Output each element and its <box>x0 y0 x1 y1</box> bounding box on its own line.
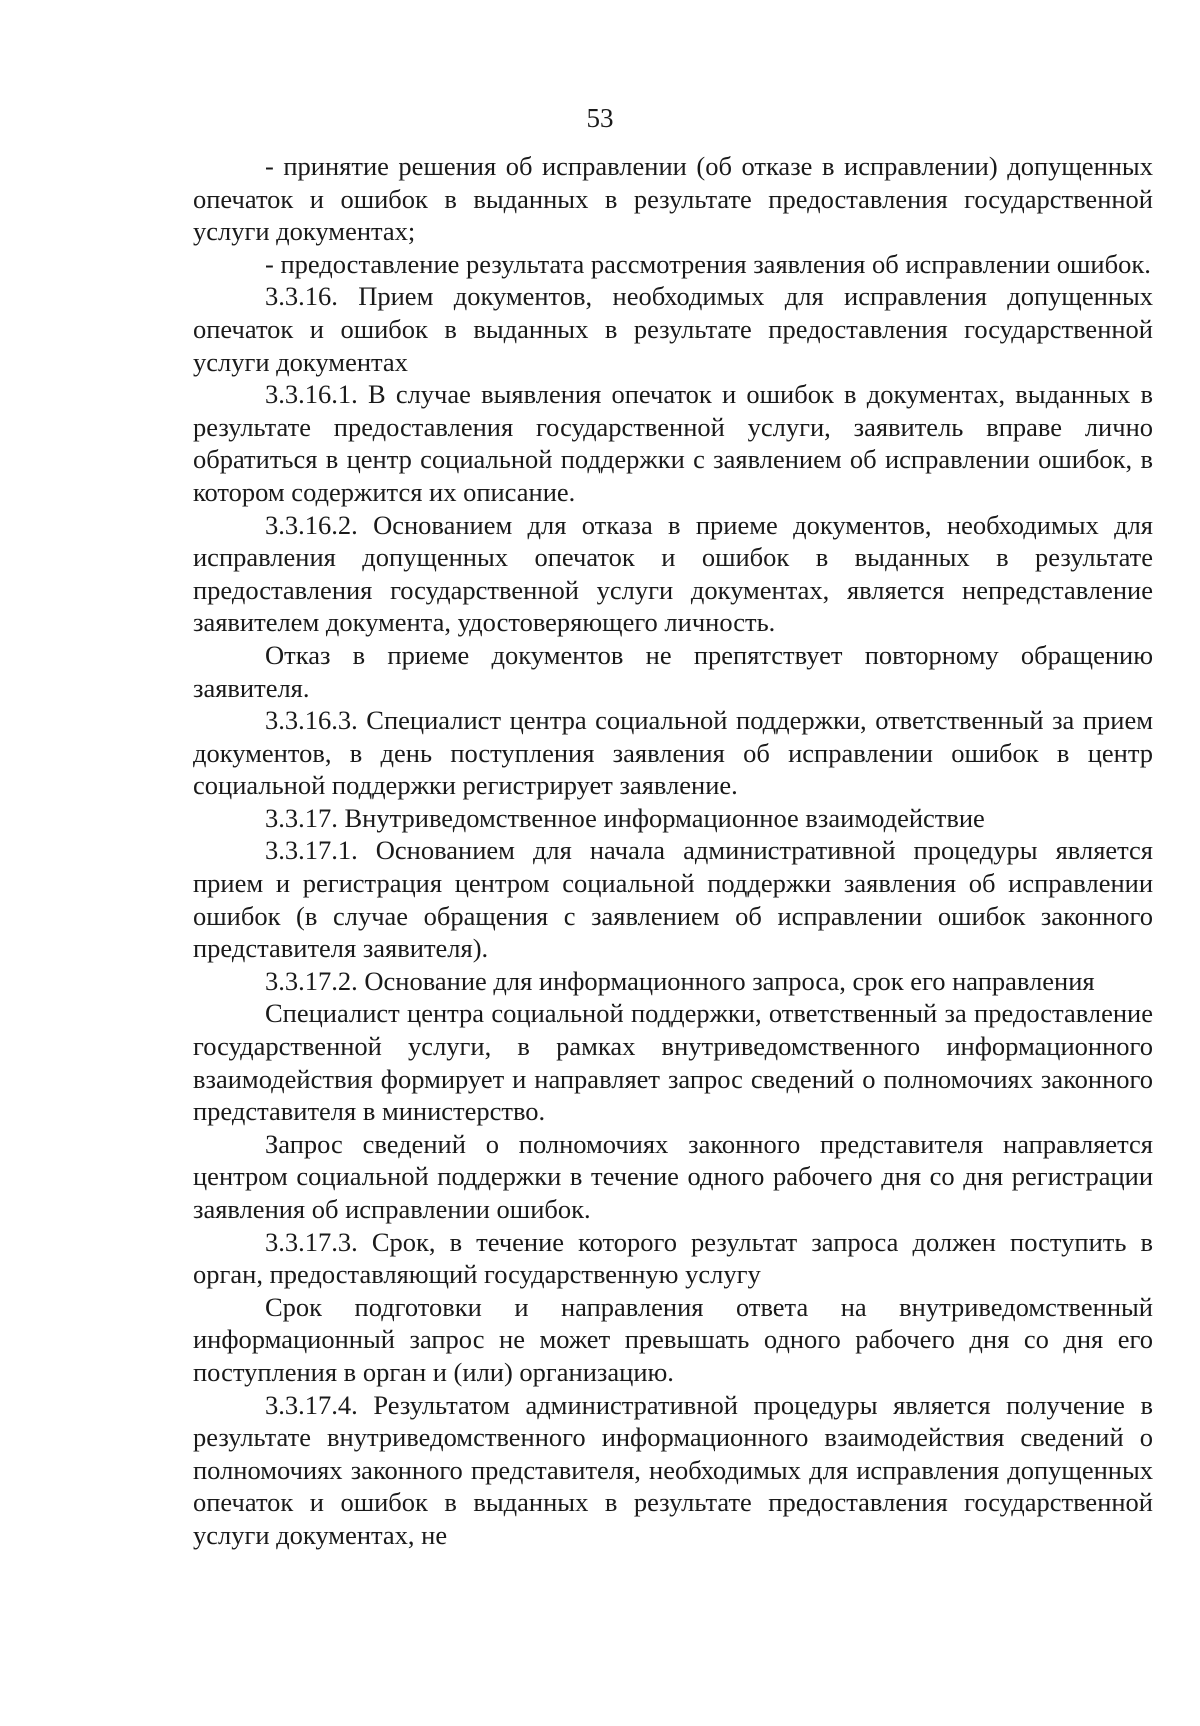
paragraph-response-deadline: Срок подготовки и направления ответа на внутриведомственный информационный запрос не может превышать одного рабочего дня со дня его поступления в орган и (или) организацию. <box>193 1291 1153 1387</box>
paragraph-3-3-16-1: 3.3.16.1. В случае выявления опечаток и ошибок в документах, выданных в результате предоставления государственной услуги, заявитель вправе лично обратиться в центр социальной поддержки с заявлением об исправлении ошибок, в котором содержится их описание. <box>193 379 1153 507</box>
paragraph-refusal-note: Отказ в приеме документов не препятствует повторному обращению заявителя. <box>193 639 1153 703</box>
section-3-3-16-heading: 3.3.16. Прием документов, необходимых для исправления допущенных опечаток и ошибок в выданных в результате предоставления государственной услуги документах <box>193 281 1153 377</box>
paragraph-decision: - принятие решения об исправлении (об отказе в исправлении) допущенных опечаток и ошибок в выданных в результате предоставления государственной услуги документах; <box>193 151 1153 247</box>
paragraph-result-provision: - предоставление результата рассмотрения заявления об исправлении ошибок. <box>265 248 1151 279</box>
paragraph-3-3-17-2: 3.3.17.2. Основание для информационного запроса, срок его направления <box>265 965 1095 996</box>
paragraph-3-3-17-4: 3.3.17.4. Результатом административной процедуры является получение в результате внутриведомственного информационного взаимодействия сведений о полномочиях законного представителя, необходимых для исправления допущенных опечаток и ошибок в выданных в результате предоставления государственной услуги документах, не <box>193 1389 1153 1550</box>
paragraph-3-3-17-3: 3.3.17.3. Срок, в течение которого результат запроса должен поступить в орган, предоставляющий государственную услугу <box>193 1226 1153 1290</box>
paragraph-request-timing: Запрос сведений о полномочиях законного представителя направляется центром социальной поддержки в течение одного рабочего дня со дня регистрации заявления об исправлении ошибок. <box>193 1128 1153 1224</box>
page-number: 53 <box>586 103 614 133</box>
paragraph-3-3-16-2: 3.3.16.2. Основанием для отказа в приеме документов, необходимых для исправления допущенных опечаток и ошибок в выданных в результате предоставления государственной услуги документах, является непредставление заявителем документа, удостоверяющего личность. <box>193 509 1153 638</box>
section-3-3-17-heading: 3.3.17. Внутриведомственное информационное взаимодействие <box>265 802 985 833</box>
paragraph-3-3-17-1: 3.3.17.1. Основанием для начала административной процедуры является прием и регистрация центром социальной поддержки заявления об исправлении ошибок (в случае обращения с заявлением об исправлении ошибок законного представителя заявителя). <box>193 835 1153 964</box>
paragraph-specialist-request: Специалист центра социальной поддержки, ответственный за предоставление государственной услуги, в рамках внутриведомственного информационного взаимодействия формирует и направляет запрос сведений о полномочиях законного представителя в министерство. <box>193 998 1153 1127</box>
document-body <box>193 150 1153 1552</box>
paragraph-3-3-16-3: 3.3.16.3. Специалист центра социальной поддержки, ответственный за прием документов, в день поступления заявления об исправлении ошибок в центр социальной поддержки регистрирует заявление. <box>193 705 1153 801</box>
